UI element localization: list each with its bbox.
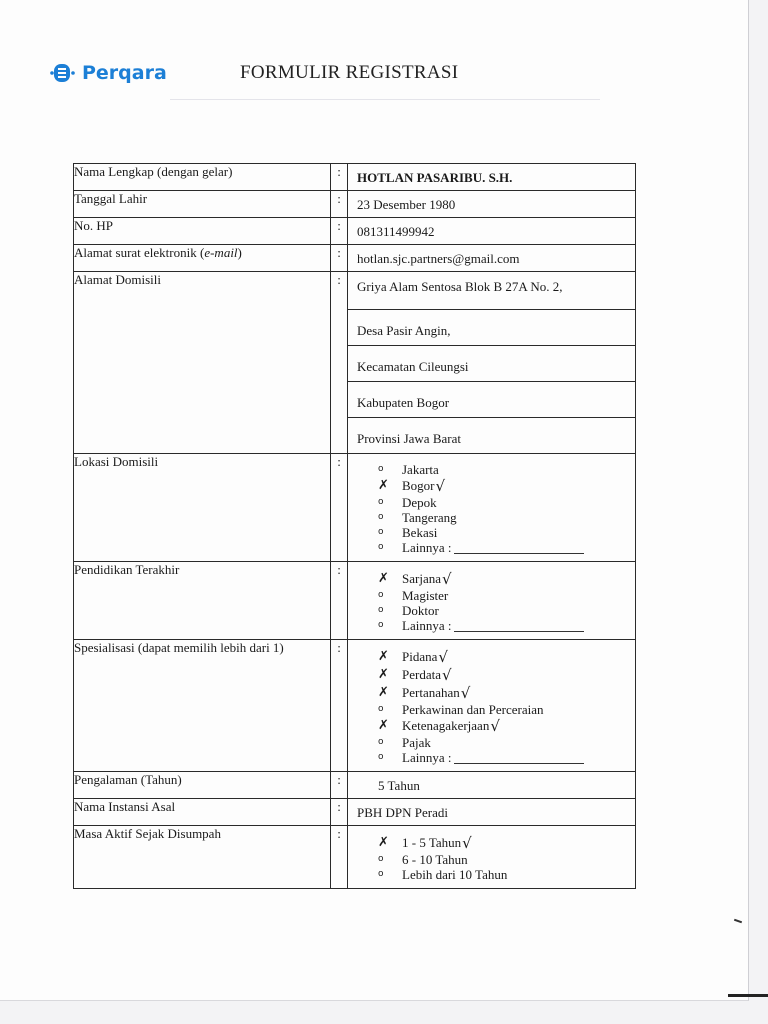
option-label: Ketenagakerjaan	[402, 718, 490, 733]
registration-table	[73, 163, 636, 889]
alamat-line: Griya Alam Sentosa Blok B 27A No. 2,	[357, 279, 563, 294]
option-label: Bekasi	[402, 525, 438, 540]
colon: :	[331, 191, 348, 218]
value-email: hotlan.sjc.partners@gmail.com	[357, 251, 520, 266]
option-label: Bogor	[402, 478, 435, 493]
value-tanggal-lahir: 23 Desember 1980	[357, 197, 456, 212]
blank-fill-line	[454, 541, 584, 554]
option-label: Sarjana	[402, 571, 441, 586]
option-label: Tangerang	[402, 510, 457, 525]
option-label: Pajak	[402, 735, 431, 750]
row-masa-aktif	[74, 826, 636, 889]
row-hp	[74, 218, 636, 245]
label-masa-aktif: Masa Aktif Sejak Disumpah	[74, 826, 331, 889]
perqara-logo-icon	[50, 62, 76, 84]
option-item	[378, 603, 635, 618]
colon: :	[331, 562, 348, 640]
option-label: Pidana	[402, 649, 438, 664]
option-item	[378, 540, 635, 555]
option-item	[378, 648, 635, 666]
label-pengalaman: Pengalaman (Tahun)	[74, 772, 331, 799]
scan-mark	[734, 919, 742, 924]
scan-edge	[728, 994, 768, 997]
blank-fill-line	[454, 751, 584, 764]
option-label: 1 - 5 Tahun	[402, 835, 462, 850]
empty-bullet-icon: o	[378, 737, 384, 747]
alamat-line: Desa Pasir Angin,	[348, 309, 635, 345]
label-email-suffix: )	[237, 245, 242, 260]
option-label: Lainnya :	[402, 618, 452, 633]
alamat-line: Kecamatan Cileungsi	[348, 345, 635, 381]
empty-bullet-icon: o	[378, 605, 384, 615]
option-item	[378, 525, 635, 540]
row-pengalaman	[74, 772, 636, 799]
colon: :	[331, 640, 348, 772]
option-label: Lainnya :	[402, 750, 452, 765]
option-item	[378, 735, 635, 750]
options-lokasi	[348, 454, 635, 561]
option-item	[378, 462, 635, 477]
perqara-logo	[50, 62, 167, 84]
option-item	[378, 852, 635, 867]
row-lokasi	[74, 454, 636, 562]
option-item	[378, 750, 635, 765]
colon: :	[331, 218, 348, 245]
title-divider	[170, 99, 600, 100]
label-tanggal-lahir: Tanggal Lahir	[74, 191, 331, 218]
label-pendidikan: Pendidikan Terakhir	[74, 562, 331, 640]
row-tanggal-lahir	[74, 191, 636, 218]
handwritten-tick-icon: √	[490, 717, 500, 735]
label-email-prefix: Alamat surat elektronik (	[74, 245, 205, 260]
options-spesialisasi	[348, 640, 635, 771]
crossed-mark-icon: ✗	[378, 685, 389, 700]
logo-text: Perqara	[82, 62, 167, 84]
colon: :	[331, 245, 348, 272]
handwritten-tick-icon: √	[438, 648, 448, 666]
row-pendidikan	[74, 562, 636, 640]
option-label: Perkawinan dan Perceraian	[402, 702, 544, 717]
row-alamat	[74, 272, 636, 454]
empty-bullet-icon: o	[378, 512, 384, 522]
option-label: Lainnya :	[402, 540, 452, 555]
empty-bullet-icon: o	[378, 497, 384, 507]
option-label: Magister	[402, 588, 449, 603]
option-item	[378, 510, 635, 525]
label-instansi: Nama Instansi Asal	[74, 799, 331, 826]
empty-bullet-icon: o	[378, 590, 384, 600]
empty-bullet-icon: o	[378, 620, 384, 630]
crossed-mark-icon: ✗	[378, 718, 389, 733]
row-spesialisasi	[74, 640, 636, 772]
label-lokasi: Lokasi Domisili	[74, 454, 331, 562]
option-item	[378, 570, 635, 588]
options-masa-aktif	[348, 826, 635, 888]
row-instansi	[74, 799, 636, 826]
option-item	[378, 702, 635, 717]
value-hp: 081311499942	[357, 224, 435, 239]
blank-fill-line	[454, 619, 584, 632]
option-item	[378, 717, 635, 735]
option-label: Pertanahan	[402, 685, 460, 700]
empty-bullet-icon: o	[378, 464, 384, 474]
empty-bullet-icon: o	[378, 752, 384, 762]
option-item	[378, 684, 635, 702]
label-nama: Nama Lengkap (dengan gelar)	[74, 164, 331, 191]
crossed-mark-icon: ✗	[378, 835, 389, 850]
colon: :	[331, 164, 348, 191]
label-email-em: e-mail	[204, 245, 238, 260]
option-label: Lebih dari 10 Tahun	[402, 867, 508, 882]
option-item	[378, 477, 635, 495]
option-item	[378, 495, 635, 510]
option-item	[378, 618, 635, 633]
colon: :	[331, 799, 348, 826]
label-alamat: Alamat Domisili	[74, 272, 331, 454]
empty-bullet-icon: o	[378, 869, 384, 879]
handwritten-tick-icon: √	[462, 834, 472, 852]
empty-bullet-icon: o	[378, 704, 384, 714]
value-instansi: PBH DPN Peradi	[357, 805, 449, 820]
alamat-line: Kabupaten Bogor	[348, 381, 635, 417]
option-label: Perdata	[402, 667, 441, 682]
colon: :	[331, 826, 348, 889]
option-label: 6 - 10 Tahun	[402, 852, 468, 867]
crossed-mark-icon: ✗	[378, 649, 389, 664]
colon: :	[331, 272, 348, 454]
form-title: FORMULIR REGISTRASI	[240, 62, 459, 83]
label-email	[74, 245, 331, 272]
crossed-mark-icon: ✗	[378, 478, 389, 493]
option-label: Depok	[402, 495, 437, 510]
option-label: Jakarta	[402, 462, 439, 477]
value-pengalaman: 5 Tahun	[378, 778, 420, 793]
label-hp: No. HP	[74, 218, 331, 245]
row-nama	[74, 164, 636, 191]
row-email	[74, 245, 636, 272]
colon: :	[331, 454, 348, 562]
label-spesialisasi: Spesialisasi (dapat memilih lebih dari 1)	[74, 640, 331, 772]
option-item	[378, 867, 635, 882]
crossed-mark-icon: ✗	[378, 571, 389, 586]
option-item	[378, 588, 635, 603]
handwritten-tick-icon: √	[441, 570, 452, 588]
empty-bullet-icon: o	[378, 527, 384, 537]
option-label: Doktor	[402, 603, 439, 618]
alamat-line: Provinsi Jawa Barat	[348, 417, 635, 453]
handwritten-tick-icon: √	[435, 477, 446, 495]
handwritten-tick-icon: √	[460, 684, 471, 702]
handwritten-tick-icon: √	[441, 666, 452, 684]
options-pendidikan	[348, 562, 635, 639]
crossed-mark-icon: ✗	[378, 667, 389, 682]
colon: :	[331, 772, 348, 799]
empty-bullet-icon: o	[378, 854, 384, 864]
empty-bullet-icon: o	[378, 542, 384, 552]
option-item	[378, 666, 635, 684]
option-item	[378, 834, 635, 852]
value-nama: HOTLAN PASARIBU. S.H.	[357, 170, 513, 185]
